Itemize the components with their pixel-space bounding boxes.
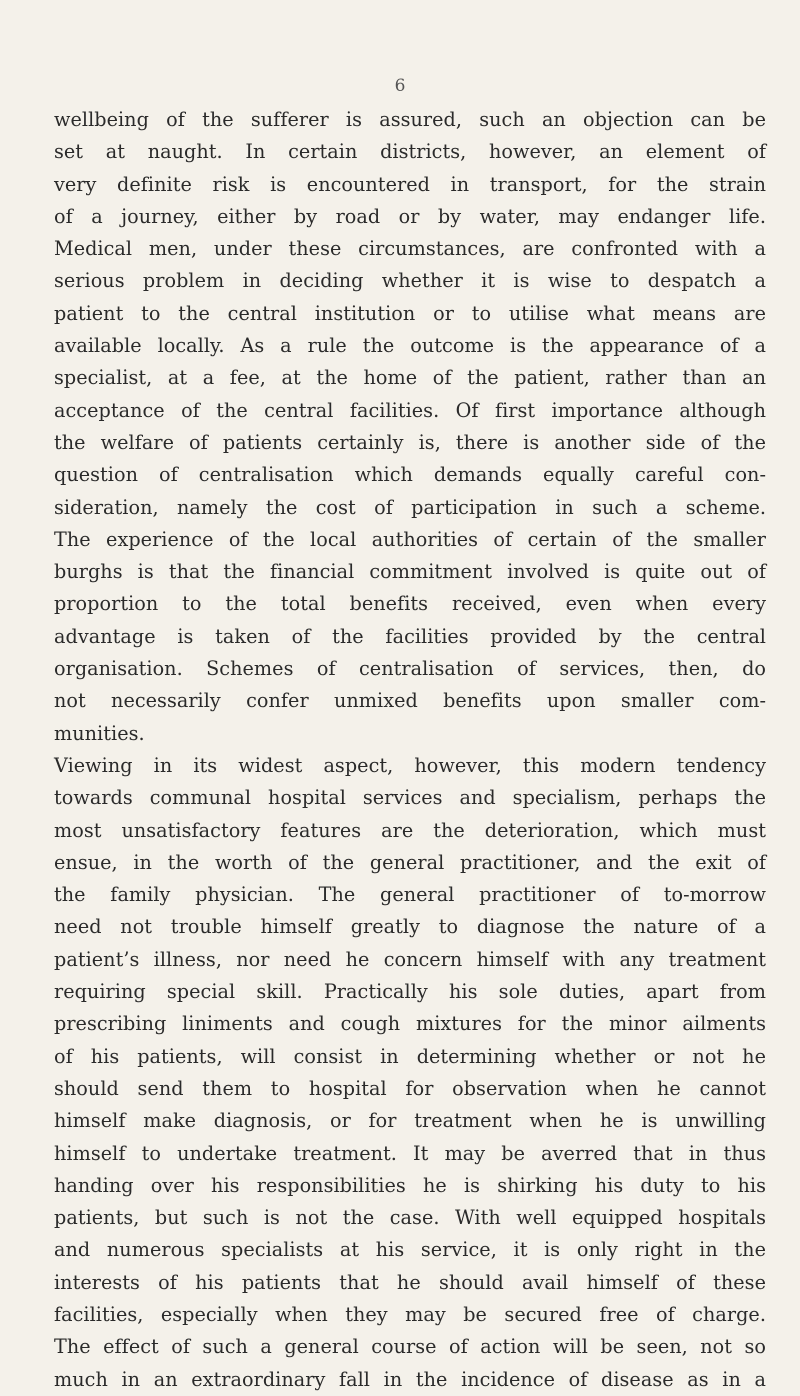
text-line: himself make diagnosis, or for treatment when he is unwilling [54,1109,766,1133]
text-line: wellbeing of the sufferer is assured, such an objection can be [54,108,766,131]
text-line: available locally. As a rule the outcome is the appearance of a [54,334,766,358]
text-line: munities. [54,721,145,745]
text-line: very definite risk is encountered in transport, for the strain [54,172,766,196]
text-line: proportion to the total benefits received, even when every [54,592,766,616]
text-line: the family physician. The general practitioner of to-morrow [54,883,766,907]
text-line: prescribing liniments and cough mixtures for the minor ailments [54,1012,766,1036]
paragraph-2 [54,750,766,1396]
text-line: specialist, at a fee, at the home of the patient, rather than an [54,366,766,390]
text-line: towards communal hospital services and specialism, perhaps the [54,786,766,810]
paragraph-1 [54,104,766,750]
text-line: handing over his responsibilities he is shirking his duty to his [54,1173,766,1197]
text-line: set at naught. In certain districts, however, an element of [54,140,766,164]
text-line: patient to the central institution or to utilise what means are [54,301,766,325]
text-line: should send them to hospital for observation when he cannot [54,1076,766,1100]
text-line: of a journey, either by road or by water, may endanger life. [54,204,766,228]
text-line: ensue, in the worth of the general practitioner, and the exit of [54,850,766,874]
text-line: the welfare of patients certainly is, there is another side of the [54,430,766,454]
text-line: burghs is that the financial commitment involved is quite out of [54,560,766,584]
text-line: facilities, especially when they may be secured free of charge. [54,1302,766,1326]
text-line: Viewing in its widest aspect, however, this modern tendency [54,753,766,777]
text-line: question of centralisation which demands equally careful con- [54,463,766,487]
text-line: requiring special skill. Practically his sole duties, apart from [54,980,766,1004]
text-line: not necessarily confer unmixed benefits upon smaller com- [54,689,766,713]
text-line: patients, but such is not the case. With well equipped hospitals [54,1206,766,1230]
text-line: himself to undertake treatment. It may be averred that in thus [54,1141,766,1165]
text-line: much in an extraordinary fall in the incidence of disease as in a [54,1367,766,1391]
text-line: of his patients, will consist in determining whether or not he [54,1044,766,1068]
text-line: need not trouble himself greatly to diagnose the nature of a [54,915,766,939]
body-text [54,104,766,1396]
text-line: patient’s illness, nor need he concern himself with any treatment [54,947,766,971]
text-line: organisation. Schemes of centralisation of services, then, do [54,657,766,681]
text-line: interests of his patients that he should avail himself of these [54,1270,766,1294]
text-line: sideration, namely the cost of participation in such a scheme. [54,495,766,519]
text-line: acceptance of the central facilities. Of first importance although [54,398,766,422]
text-line: advantage is taken of the facilities provided by the central [54,624,766,648]
page-number: 6 [394,76,406,96]
text-line: most unsatisfactory features are the deterioration, which must [54,818,766,842]
text-line: serious problem in deciding whether it is wise to despatch a [54,269,766,293]
text-line: The experience of the local authorities of certain of the smaller [54,527,766,551]
text-line: and numerous specialists at his service, it is only right in the [54,1238,766,1262]
text-line: The effect of such a general course of action will be seen, not so [54,1335,766,1359]
text-line: Medical men, under these circumstances, are confronted with a [54,237,766,261]
